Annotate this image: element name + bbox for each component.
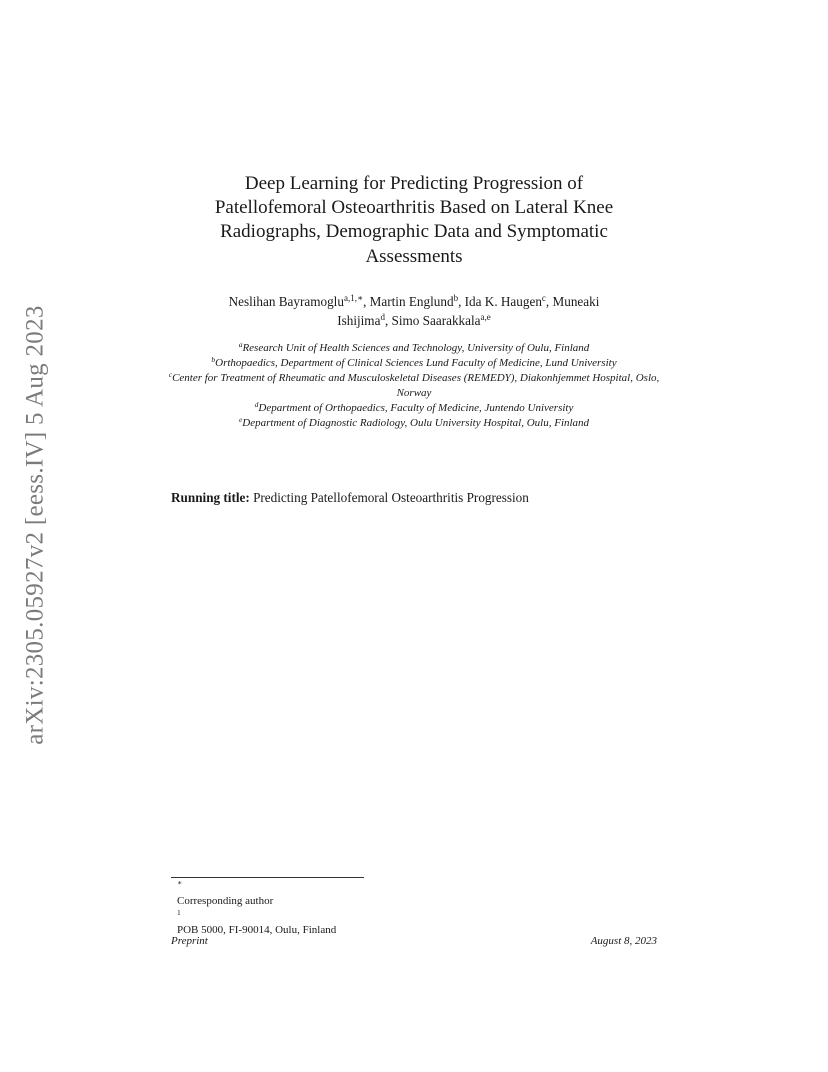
author-affiliation-mark: a,e [480, 312, 491, 322]
affiliation-key: e [238, 415, 243, 424]
author-name: Muneaki [552, 294, 600, 309]
author-separator: , [545, 294, 553, 309]
footnote [177, 909, 336, 939]
title-line: Deep Learning for Predicting Progression of [244, 173, 584, 194]
title-line: Radiographs, Demographic Data and Symptomatic [220, 221, 608, 243]
footnote-text: Corresponding author [177, 894, 274, 907]
arxiv-id: arXiv:2305.05927v2 [eess.IV] 5 Aug 2023 [22, 305, 50, 745]
author-name: Ida K. Haugen [464, 294, 542, 309]
affiliation-key: c [168, 370, 173, 379]
author-separator: , [363, 294, 370, 309]
running-title-label: Running title: [171, 490, 250, 505]
affiliation [150, 416, 678, 431]
footer-date: August 8, 2023 [590, 935, 657, 947]
affiliation-key: d [254, 400, 259, 409]
affiliation-text: Orthopaedics, Department of Clinical Sciences Lund Faculty of Medicine, Lund University [215, 357, 617, 369]
title-line: Patellofemoral Osteoarthritis Based on Lateral Knee [214, 197, 614, 219]
author-list [150, 292, 678, 330]
author-affiliation-mark: a,1,∗ [343, 293, 364, 303]
affiliation [150, 356, 678, 371]
affiliation [150, 401, 678, 416]
author-affiliation-mark: d [380, 312, 385, 322]
footnotes [177, 879, 336, 938]
running-title-text: Predicting Patellofemoral Osteoarthritis Progression [249, 490, 529, 505]
footnote-mark: 1 [177, 907, 181, 917]
arxiv-stamp [19, 285, 53, 765]
affiliation-text: Research Unit of Health Sciences and Technology, University of Oulu, Finland [242, 342, 590, 354]
paper-title [150, 172, 678, 269]
footnote-divider [171, 877, 364, 878]
author-separator: , [384, 313, 392, 328]
affiliation [150, 341, 678, 356]
author-name: Ishijima [337, 313, 381, 328]
author-separator: , [458, 294, 465, 309]
affiliation-text: Department of Diagnostic Radiology, Oulu University Hospital, Oulu, Finland [242, 417, 590, 429]
affiliation-key: a [238, 340, 243, 349]
author-affiliation-mark: b [453, 293, 459, 303]
affiliation-text: Department of Orthopaedics, Faculty of Medicine, Juntendo University [258, 402, 574, 414]
footer-preprint: Preprint [171, 935, 208, 947]
footnote [177, 879, 336, 909]
author-name: Neslihan Bayramoglu [228, 294, 344, 309]
affiliation [150, 371, 678, 401]
affiliation-key: b [211, 355, 216, 364]
affiliation-text: Center for Treatment of Rheumatic and Musculoskeletal Diseases (REMEDY), Diakonhjemmet Hospital, Oslo, Norway [172, 372, 660, 399]
running-title [171, 489, 529, 507]
author-name: Simo Saarakkala [391, 313, 481, 328]
footnote-text: POB 5000, FI-90014, Oulu, Finland [177, 924, 337, 937]
author-name: Martin Englund [369, 294, 454, 309]
author-affiliation-mark: c [541, 293, 546, 303]
affiliation-list [150, 341, 678, 431]
title-line: Assessments [365, 245, 463, 267]
footnote-mark: ∗ [177, 878, 183, 887]
